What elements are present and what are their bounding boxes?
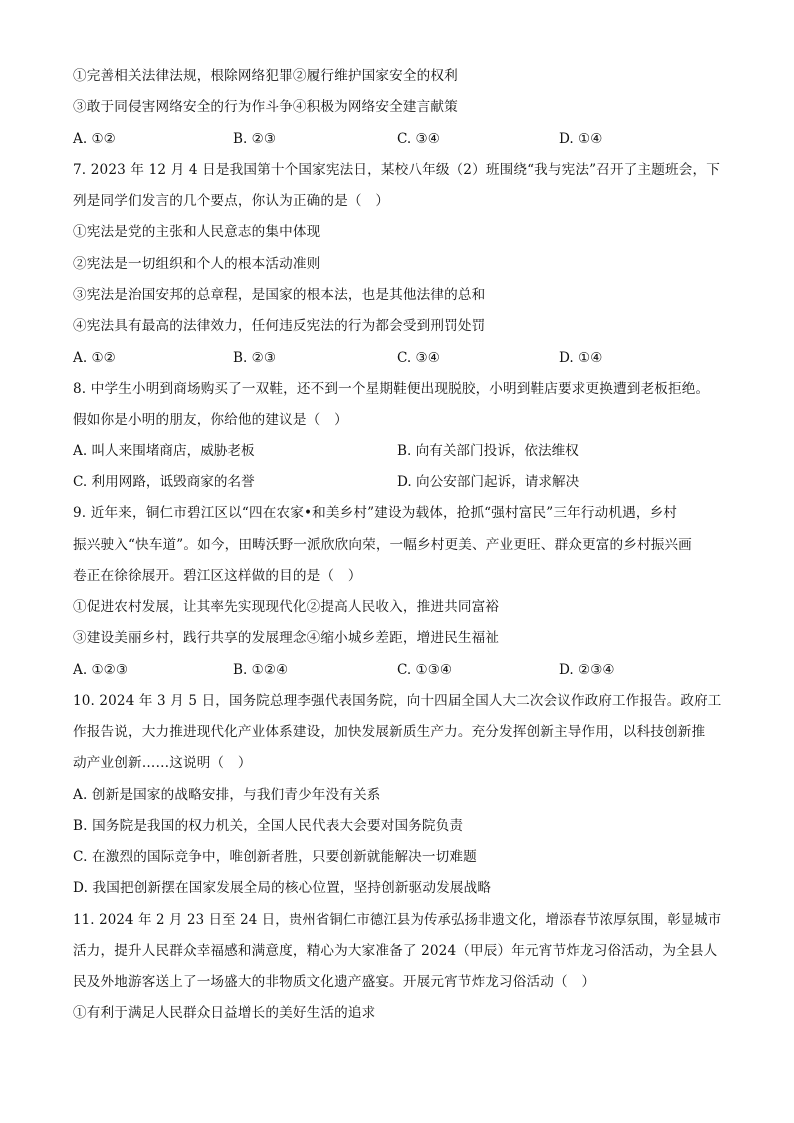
q9-stem-line-1: 9. 近年来，铜仁市碧江区以“四在农家•和美乡村”建设为载体，抢抓“强村富民”三年行动机遇，乡村 [73,505,678,521]
q11-stem-line-2: 活力，提升人民群众幸福感和满意度，精心为大家准备了 2024（甲辰）年元宵节炸龙习俗活动，为全县人 [73,943,718,959]
q6-option-c[interactable]: C. ③④ [397,131,440,147]
q7-statement-1: ①宪法是党的主张和人民意志的集中体现 [73,224,321,240]
q6-option-a[interactable]: A. ①② [73,131,116,147]
q8-option-b[interactable]: B. 向有关部门投诉，依法维权 [397,443,579,459]
q9-stem-line-2: 振兴驶入“快车道”。如今，田畴沃野一派欣欣向荣，一幅乡村更美、产业更旺、群众更富的乡村振兴画 [73,537,692,553]
q7-statement-4: ④宪法具有最高的法律效力，任何违反宪法的行为都会受到刑罚处罚 [73,318,486,334]
q8-option-a[interactable]: A. 叫人来围堵商店，威胁老板 [73,443,255,459]
q7-stem-line-2: 列是同学们发言的几个要点，你认为正确的是（ ） [73,193,390,209]
q10-option-a[interactable]: A. 创新是国家的战略安排，与我们青少年没有关系 [73,787,381,803]
q9-option-a[interactable]: A. ①②③ [73,662,129,678]
q6-statement-2: ③敢于同侵害网络安全的行为作斗争④积极为网络安全建言献策 [73,99,458,115]
q10-stem-line-2: 作报告说，大力推进现代化产业体系建设，加快发展新质生产力。充分发挥创新主导作用，以科技创新推 [73,724,706,740]
q7-option-b[interactable]: B. ②③ [233,350,277,366]
q6-option-b[interactable]: B. ②③ [233,131,277,147]
q6-option-d[interactable]: D. ①④ [559,131,603,147]
q9-statement-1: ①促进农村发展，让其率先实现现代化②提高人民收入，推进共同富裕 [73,599,500,615]
q8-stem-line-1: 8. 中学生小明到商场购买了一双鞋，还不到一个星期鞋便出现脱胶，小明到鞋店要求更换遭到老板拒绝。 [73,381,710,397]
q10-option-d[interactable]: D. 我国把创新摆在国家发展全局的核心位置，坚持创新驱动发展战略 [73,880,492,896]
q6-statement-1: ①完善相关法律法规，根除网络犯罪②履行维护国家安全的权利 [73,68,458,84]
q9-option-b[interactable]: B. ①②④ [233,662,289,678]
q10-option-c[interactable]: C. 在激烈的国际竞争中，唯创新者胜，只要创新就能解决一切难题 [73,849,477,865]
q7-stem-line-1: 7. 2023 年 12 月 4 日是我国第十个国家宪法日，某校八年级（2）班围绕“我与宪法”召开了主题班会，下 [73,162,720,178]
q9-option-c[interactable]: C. ①③④ [397,662,453,678]
q11-stem-line-1: 11. 2024 年 2 月 23 日至 24 日，贵州省铜仁市德江县为传承弘扬非遗文化，增添春节浓厚氛围，彰显城市 [73,912,722,928]
q10-option-b[interactable]: B. 国务院是我国的权力机关，全国人民代表大会要对国务院负责 [73,818,464,834]
q11-stem-line-3: 民及外地游客送上了一场盛大的非物质文化遗产盛宴。开展元宵节炸龙习俗活动（ ） [73,974,596,990]
q8-option-c[interactable]: C. 利用网路，诋毁商家的名誉 [73,474,255,490]
q7-statement-2: ②宪法是一切组织和个人的根本活动准则 [73,256,321,272]
q9-statement-2: ③建设美丽乡村，践行共享的发展理念④缩小城乡差距，增进民生福祉 [73,630,500,646]
q10-stem-line-1: 10. 2024 年 3 月 5 日，国务院总理李强代表国务院，向十四届全国人大二次会议作政府工作报告。政府工 [73,693,722,709]
q11-statement-1: ①有利于满足人民群众日益增长的美好生活的追求 [73,1005,376,1021]
q9-stem-line-3: 卷正在徐徐展开。碧江区这样做的目的是（ ） [73,568,362,584]
q7-option-a[interactable]: A. ①② [73,350,116,366]
q10-stem-line-3: 动产业创新……这说明（ ） [73,755,252,771]
q7-option-c[interactable]: C. ③④ [397,350,440,366]
q8-option-d[interactable]: D. 向公安部门起诉，请求解决 [397,474,580,490]
q9-option-d[interactable]: D. ②③④ [559,662,615,678]
q8-stem-line-2: 假如你是小明的朋友，你给他的建议是（ ） [73,412,348,428]
q7-statement-3: ③宪法是治国安邦的总章程，是国家的根本法，也是其他法律的总和 [73,287,486,303]
q7-option-d[interactable]: D. ①④ [559,350,603,366]
